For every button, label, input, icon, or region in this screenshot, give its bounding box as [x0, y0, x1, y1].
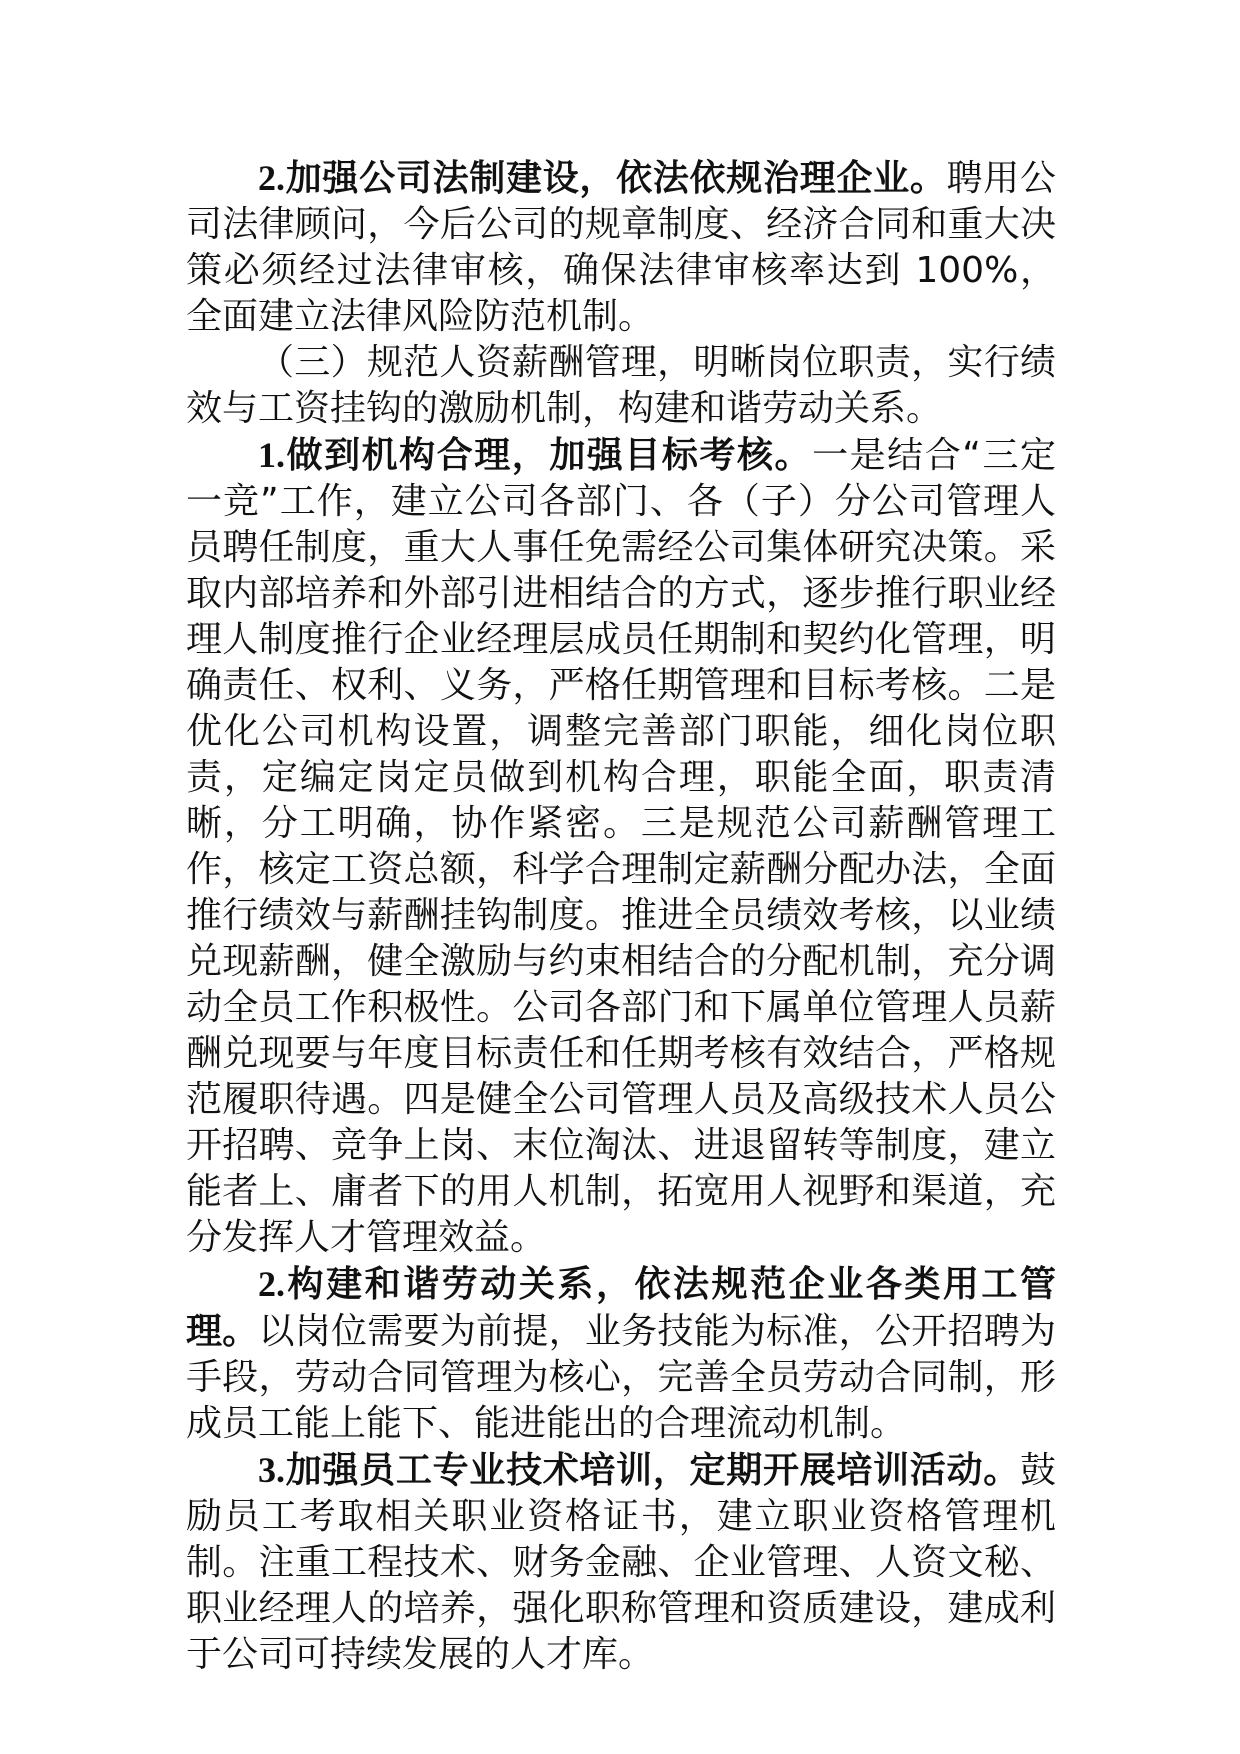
paragraph-number: 1. [258, 435, 285, 475]
paragraph-labor-relations [186, 1261, 1056, 1447]
section-heading-hr-compensation [186, 340, 1056, 432]
paragraph-heading: 加强员工专业技术培训，定期开展培训活动。 [285, 1449, 1020, 1491]
paragraph-organization-targets [186, 432, 1056, 1261]
paragraph-text: 聘用公司法律顾问，今后公司的规章制度、经济合同和重大决策必须经过法律审核，确保法律审核率达到 100%，全面建立法律风险防范机制。 [186, 158, 1056, 337]
section-heading-text: （三）规范人资薪酬管理，明晰岗位职责，实行绩效与工资挂钩的激励机制，构建和谐劳动关系。 [186, 342, 1056, 429]
paragraph-text: 一是结合“三定一竞”工作，建立公司各部门、各（子）分公司管理人员聘任制度，重大人事任免需经公司集体研究决策。采取内部培养和外部引进相结合的方式，逐步推行职业经理人制度推行企业经理层成员任期制和契约化管理，明确责任、权利、义务，严格任期管理和目标考核。二是优化公司机构设置，调整完善部门职能，细化岗位职责，定编定岗定员做到机构合理，职能全面，职责清晰，分工明确，协作紧密。三是规范公司薪酬管理工作，核定工资总额，科学合理制定薪酬分配办法，全面推行绩效与薪酬挂钩制度。推进全员绩效考核，以业绩兑现薪酬，健全激励与约束相结合的分配机制，充分调动全员工作积极性。公司各部门和下属单位管理人员薪酬兑现要与年度目标责任和任期考核有效结合，严格规范履职待遇。四是健全公司管理人员及高级技术人员公开招聘、竞争上岗、末位淘汰、进退留转等制度，建立能者上、庸者下的用人机制，拓宽用人视野和渠道，充分发挥人才管理效益。 [186, 435, 1056, 1258]
paragraph-number: 2. [258, 1264, 285, 1304]
paragraph-staff-training [186, 1447, 1056, 1678]
paragraph-heading: 构建和谐劳动关系，依法规范企业各类用工管理。 [186, 1263, 1056, 1352]
paragraph-heading: 加强公司法制建设，依法依规治理企业。 [285, 157, 947, 199]
paragraph-heading: 做到机构合理，加强目标考核。 [285, 434, 813, 476]
paragraph-number: 3. [258, 1450, 285, 1490]
paragraph-legal-construction [186, 155, 1056, 340]
document-body [186, 155, 1056, 1678]
paragraph-number: 2. [258, 158, 285, 198]
paragraph-text: 以岗位需要为前提，业务技能为标准，公开招聘为手段，劳动合同管理为核心，完善全员劳动合同制，形成员工能上能下、能进能出的合理流动机制。 [186, 1311, 1056, 1444]
paragraph-text: 鼓励员工考取相关职业资格证书，建立职业资格管理机制。注重工程技术、财务金融、企业管理、人资文秘、职业经理人的培养，强化职称管理和资质建设，建成利于公司可持续发展的人才库。 [186, 1450, 1056, 1675]
